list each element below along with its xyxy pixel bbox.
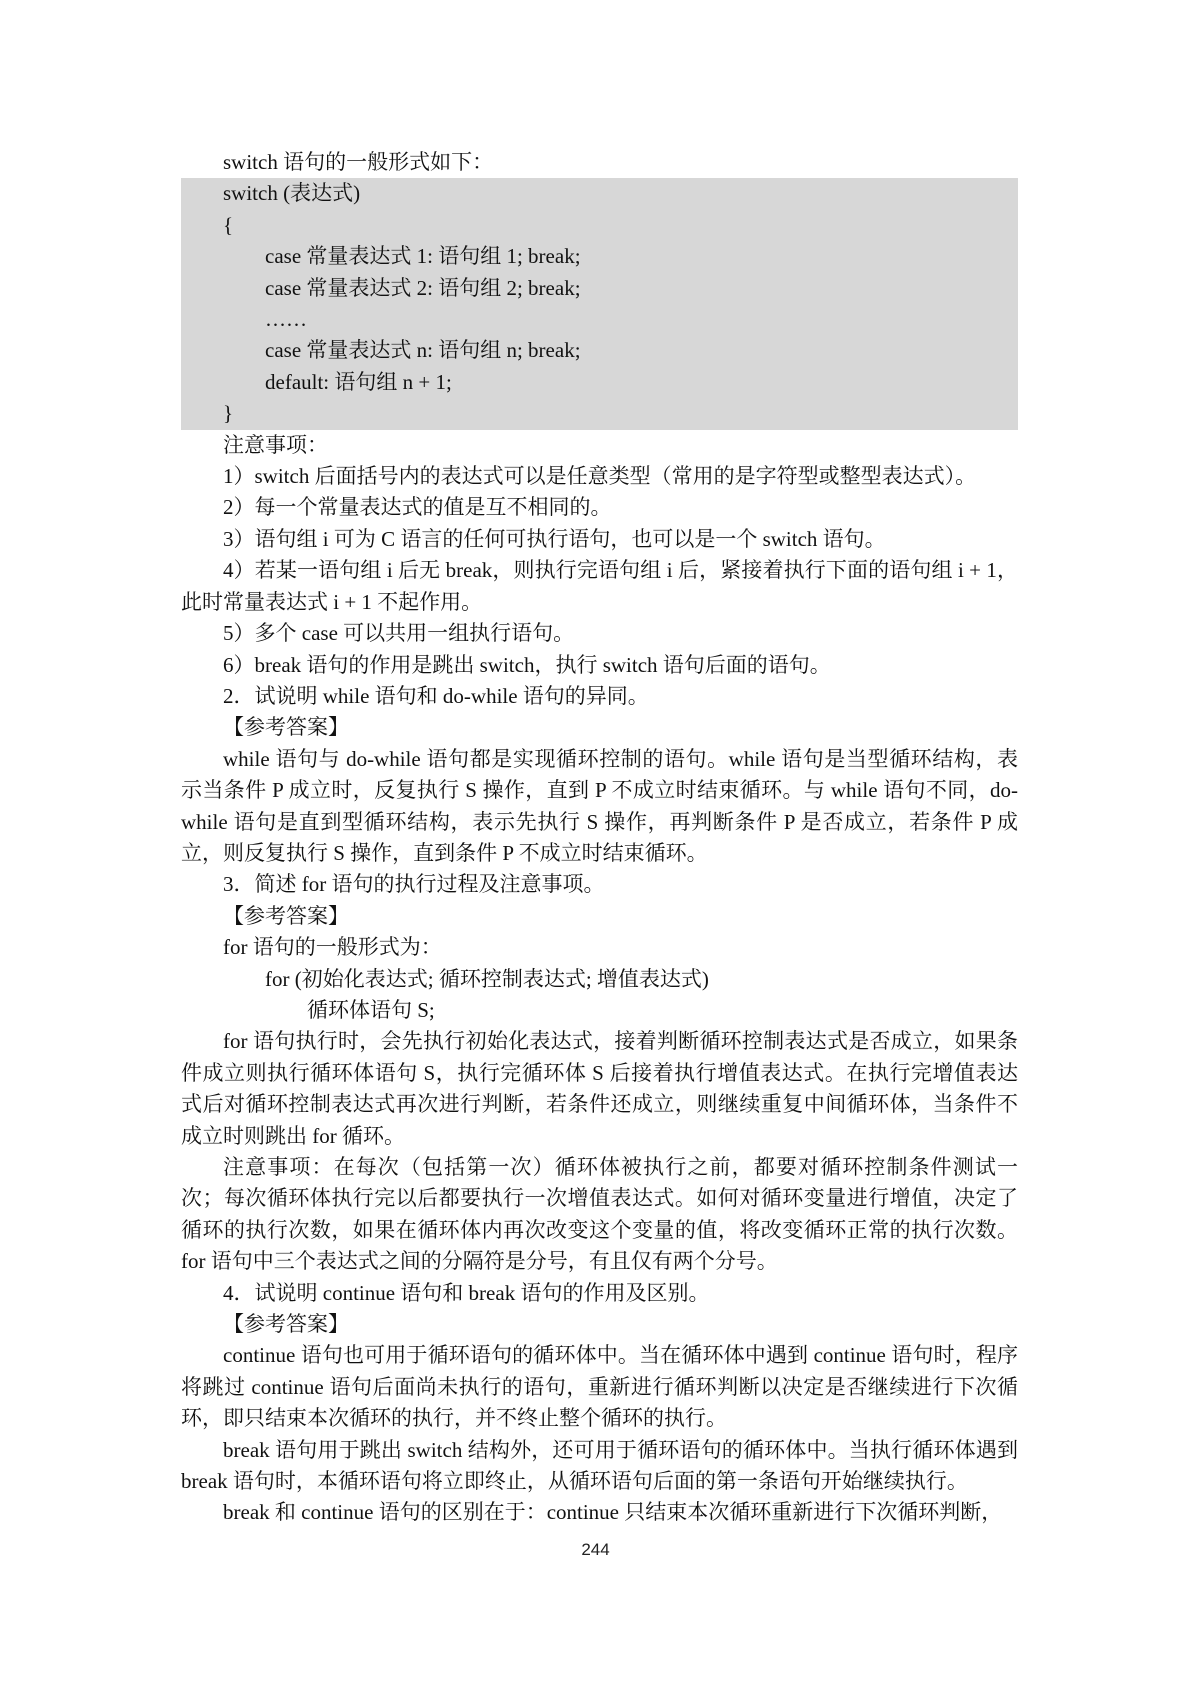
note-item: 6）break 语句的作用是跳出 switch，执行 switch 语句后面的语句。 (223, 652, 831, 677)
answer-label: 【参考答案】 (223, 1312, 349, 1337)
note-item: 4）若某一语句组 i 后无 break，则执行完语句组 i 后，紧接着执行下面的语句组 i + 1，此时常量表达式 i + 1 不起作用。 (181, 558, 1018, 614)
note-item: 3）语句组 i 可为 C 语言的任何可执行语句，也可以是一个 switch 语句。 (223, 526, 886, 551)
note-item: 5）多个 case 可以共用一组执行语句。 (223, 621, 575, 646)
code-line: switch (表达式) (223, 181, 361, 206)
answer-paragraph: for 语句执行时，会先执行初始化表达式，接着判断循环控制表达式是否成立，如果条件成立则执行循环体语句 S，执行完循环体 S 后接着执行增值表达式。在执行完增值表达式后对循环控制表达式再次进行判断，若条件还成立，则继续重复中间循环体，当条件不成立时则跳出 for 循环。 (181, 1029, 1018, 1148)
answer-label: 【参考答案】 (223, 903, 349, 928)
answer-paragraph: break 和 continue 语句的区别在于：continue 只结束本次循环重新进行下次循环判断， (223, 1500, 1003, 1525)
answer-label: 【参考答案】 (223, 715, 349, 740)
note-item: 2）每一个常量表达式的值是互不相同的。 (223, 495, 612, 520)
for-syntax-line: for (初始化表达式; 循环控制表达式; 增值表达式) (265, 966, 709, 991)
code-line: } (223, 401, 234, 426)
question-heading: 4．试说明 continue 语句和 break 语句的作用及区别。 (223, 1280, 710, 1305)
answer-paragraph: for 语句的一般形式为： (223, 935, 442, 960)
question-heading: 3．简述 for 语句的执行过程及注意事项。 (223, 872, 605, 897)
answer-paragraph: continue 语句也可用于循环语句的循环体中。当在循环体中遇到 continue 语句时，程序将跳过 continue 语句后面尚未执行的语句，重新进行循环判断以决定是否继续进行下次循环，即只结束本次循环的执行，并不终止整个循环的执行。 (181, 1343, 1018, 1431)
switch-intro: switch 语句的一般形式如下： (223, 150, 494, 174)
question-heading: 2．试说明 while 语句和 do-while 语句的异同。 (223, 683, 649, 708)
code-line: { (223, 212, 234, 237)
answer-paragraph: break 语句用于跳出 switch 结构外，还可用于循环语句的循环体中。当执行循环体遇到 break 语句时，本循环语句将立即终止，从循环语句后面的第一条语句开始继续执行。 (181, 1437, 1018, 1494)
page-number: 244 (581, 1540, 610, 1559)
answer-paragraph: while 语句与 do-while 语句都是实现循环控制的语句。while 语句是当型循环结构，表示当条件 P 成立时，反复执行 S 操作，直到 P 不成立时结束循环。与 while 语句不同，do-while 语句是直到型循环结构，表示先执行 S 操作，再判断条件 P 是否成立，若条件 P 成立，则反复执行 S 操作，直到条件 P 不成立时结束循环。 (181, 746, 1018, 865)
code-line: case 常量表达式 2: 语句组 2; break; (265, 275, 581, 300)
notes-heading: 注意事项： (223, 432, 328, 457)
switch-code-block (181, 178, 1018, 429)
code-line: case 常量表达式 1: 语句组 1; break; (265, 244, 581, 269)
code-line: …… (265, 307, 307, 332)
code-line: case 常量表达式 n: 语句组 n; break; (265, 338, 581, 363)
note-item: 1）switch 后面括号内的表达式可以是任意类型（常用的是字符型或整型表达式）。 (223, 464, 977, 489)
answer-paragraph: 注意事项：在每次（包括第一次）循环体被执行之前，都要对循环控制条件测试一次；每次循环体执行完以后都要执行一次增值表达式。如何对循环变量进行增值，决定了循环的执行次数，如果在循环体内再次改变这个变量的值，将改变循环正常的执行次数。for 语句中三个表达式之间的分隔符是分号，有且仅有两个分号。 (181, 1155, 1018, 1274)
page-content (181, 147, 1018, 1529)
code-line: default: 语句组 n + 1; (265, 369, 452, 394)
for-syntax-line: 循环体语句 S; (307, 997, 435, 1022)
